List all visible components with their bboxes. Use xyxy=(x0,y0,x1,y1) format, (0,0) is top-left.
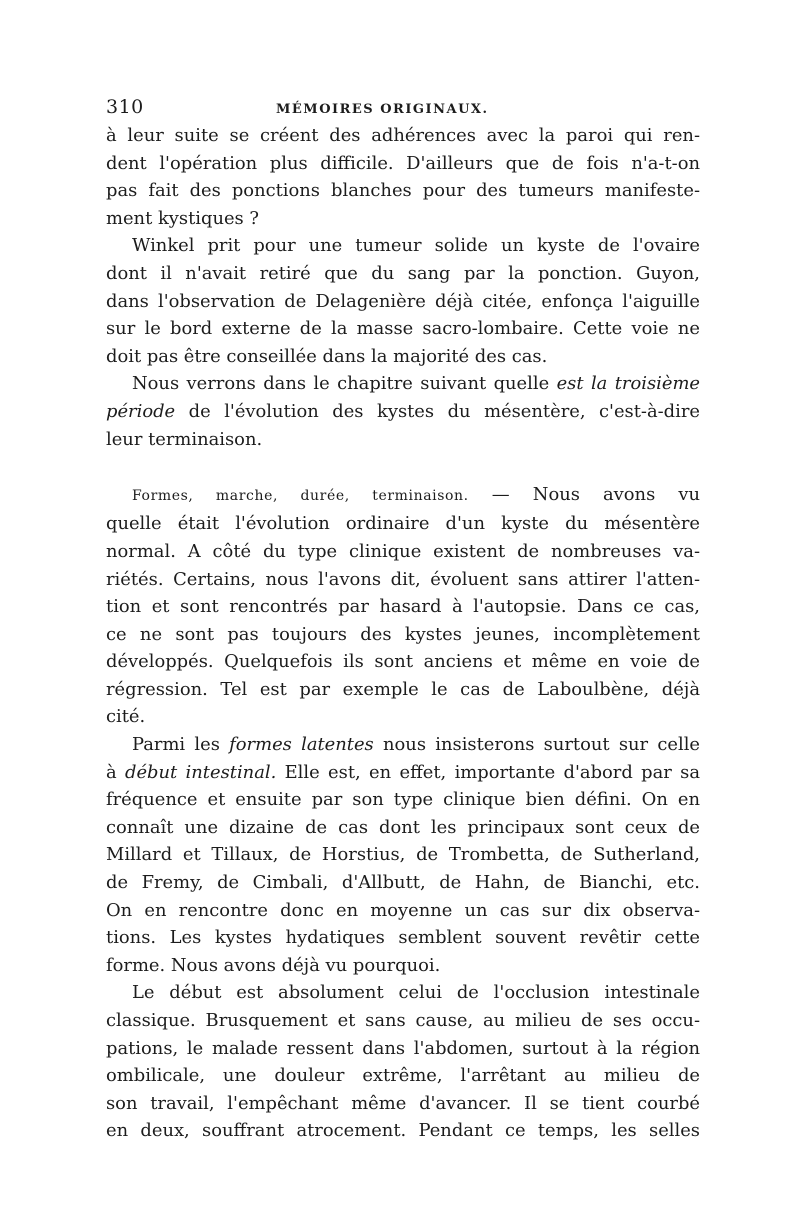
text-line: son travail, l'empêchant même d'avancer. Il se tient courbé xyxy=(106,1092,700,1114)
text-line xyxy=(106,759,700,787)
text-line: tion et sont rencontrés par hasard à l'autopsie. Dans ce cas, xyxy=(106,596,700,618)
paragraph-winkel xyxy=(106,232,700,370)
text-line: de Fremy, de Cimbali, d'Allbutt, de Hahn, de Bianchi, etc. xyxy=(106,872,700,894)
text-line: sur le bord externe de la masse sacro-lombaire. Cette voie ne xyxy=(106,318,700,340)
text-line: fréquence et ensuite par son type clinique bien défini. On en xyxy=(106,789,700,811)
text-line: forme. Nous avons déjà vu pourquoi. xyxy=(106,954,441,976)
text-run: Parmi les xyxy=(132,734,230,756)
text-line: en deux, souffrant atrocement. Pendant ce temps, les selles xyxy=(106,1120,700,1142)
text-line: ombilicale, une douleur extrême, l'arrêtant au milieu de xyxy=(106,1065,700,1087)
section-heading: Formes, marche, durée, terminaison. xyxy=(132,487,469,504)
paragraph-debut xyxy=(106,979,700,1145)
text-line: dans l'observation de Delagenière déjà citée, enfonça l'aiguille xyxy=(106,290,700,312)
text-line: riétés. Certains, nous l'avons dit, évoluent sans attirer l'atten- xyxy=(106,568,700,590)
paragraph-continuation xyxy=(106,122,700,232)
text-run: Nous verrons dans le chapitre suivant quelle xyxy=(132,373,557,395)
text-line: dont il n'avait retiré que du sang par la ponction. Guyon, xyxy=(106,262,700,284)
text-line xyxy=(106,370,700,398)
text-line xyxy=(106,398,700,426)
text-line: tions. Les kystes hydatiques semblent souvent revêtir cette xyxy=(106,927,700,949)
text-line: connaît une dizaine de cas dont les principaux sont ceux de xyxy=(106,816,700,838)
text-run: Elle est, en effet, importante d'abord par sa xyxy=(276,761,700,783)
running-title: MÉMOIRES ORIGINAUX. xyxy=(276,102,489,117)
text-run: nous insisterons surtout sur celle xyxy=(373,734,700,756)
text-run: — Nous avons vu xyxy=(468,483,700,505)
text-line: Millard et Tillaux, de Horstius, de Trombetta, de Sutherland, xyxy=(106,844,700,866)
italic-text: période xyxy=(106,400,176,422)
text-line: ment kystiques ? xyxy=(106,207,260,229)
italic-text: formes latentes xyxy=(229,734,374,756)
text-line: Winkel prit pour une tumeur solide un kyste de l'ovaire xyxy=(132,235,700,257)
text-line xyxy=(106,481,700,511)
text-line: normal. A côté du type clinique existent de nombreuses va- xyxy=(106,540,700,562)
paragraph-troisieme-periode xyxy=(106,370,700,453)
text-line: cité. xyxy=(106,706,146,728)
page-header xyxy=(106,96,700,122)
text-line: régression. Tel est par exemple le cas de Laboulbène, déjà xyxy=(106,678,700,700)
text-line: à leur suite se créent des adhérences avec la paroi qui ren- xyxy=(106,125,700,146)
text-line: Le début est absolument celui de l'occlusion intestinale xyxy=(132,982,700,1004)
paragraph-formes xyxy=(106,481,700,731)
text-line xyxy=(106,731,700,759)
text-line: dent l'opération plus difficile. D'ailleurs que de fois n'a-t-on xyxy=(106,152,700,174)
text-run: à xyxy=(106,761,126,783)
book-page xyxy=(106,96,700,1145)
text-line: développés. Quelquefois ils sont anciens et même en voie de xyxy=(106,651,700,673)
page-number: 310 xyxy=(106,96,144,118)
text-run: de l'évolution des kystes du mésentère, c'est-à-dire xyxy=(175,400,700,422)
section-gap xyxy=(106,453,700,481)
italic-text: début intestinal. xyxy=(125,761,277,783)
text-line: ce ne sont pas toujours des kystes jeunes, incomplètement xyxy=(106,623,700,645)
paragraph-formes-latentes xyxy=(106,731,700,979)
text-line: pas fait des ponctions blanches pour des tumeurs manifeste- xyxy=(106,180,700,202)
italic-text: est la troisième xyxy=(556,373,701,395)
text-line: quelle était l'évolution ordinaire d'un kyste du mésentère xyxy=(106,513,700,535)
text-line: classique. Brusquement et sans cause, au milieu de ses occu- xyxy=(106,1010,700,1031)
text-line: leur terminaison. xyxy=(106,428,263,450)
text-line: doit pas être conseillée dans la majorité des cas. xyxy=(106,345,548,367)
text-line: pations, le malade ressent dans l'abdomen, surtout à la région xyxy=(106,1037,700,1059)
text-line: On en rencontre donc en moyenne un cas sur dix observa- xyxy=(106,899,700,921)
